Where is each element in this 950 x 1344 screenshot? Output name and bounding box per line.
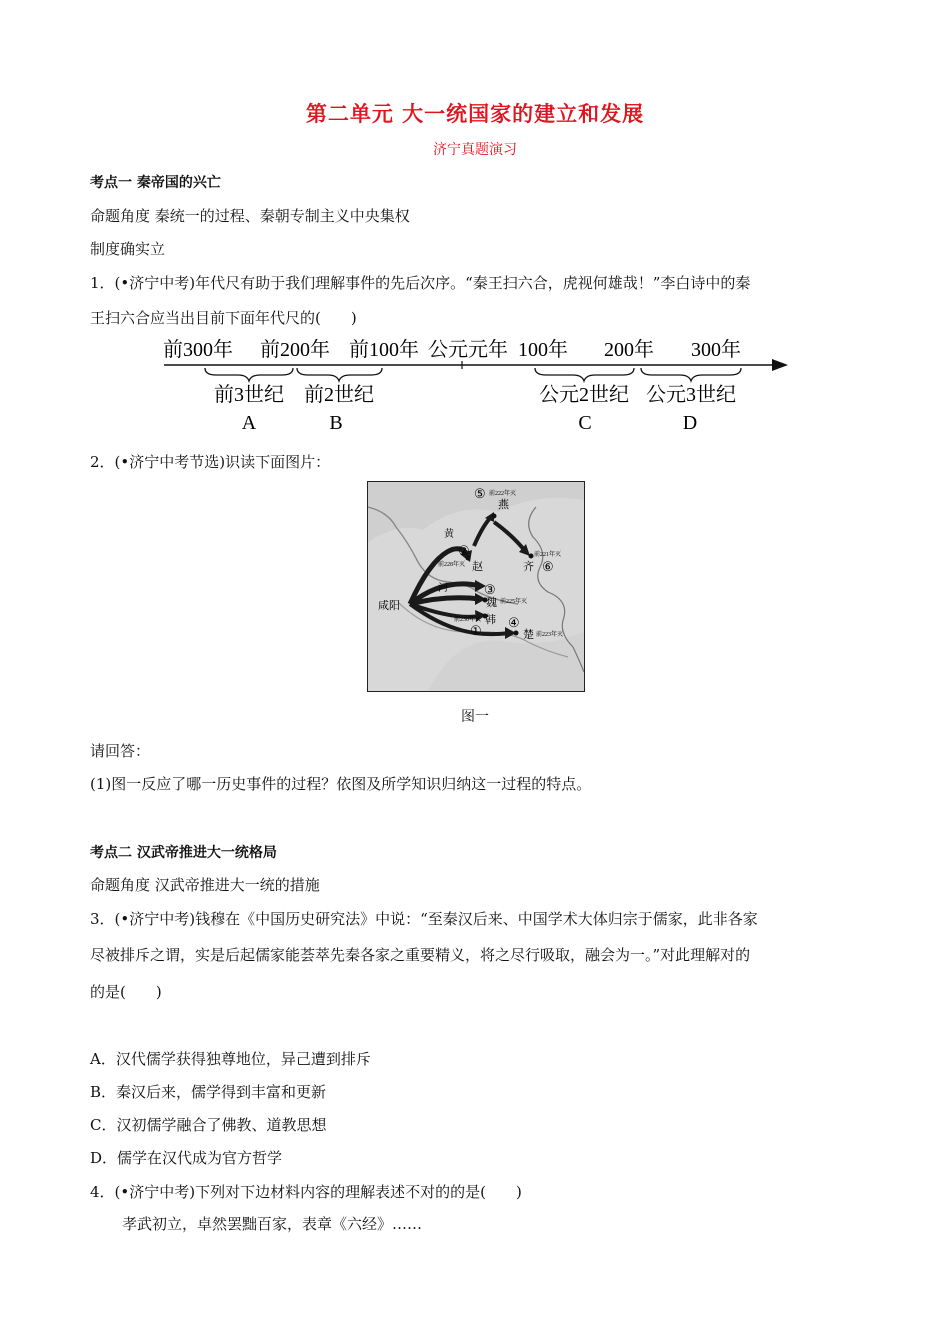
q3-line1: 3．(•济宁中考)钱穆在《中国历史研究法》中说：“至秦汉后来、中国学术大体归宗于儒家，此非各家: [90, 910, 758, 928]
timeline-figure: [150, 334, 800, 438]
capital-label: 咸阳: [378, 600, 400, 612]
tick-label: 前300年: [163, 339, 233, 361]
state-number: ②: [458, 543, 470, 558]
timeline-arrow-icon: [772, 359, 788, 371]
map-svg: [368, 482, 584, 691]
angle-line-2: 制度确实立: [90, 240, 166, 258]
state-name: 楚: [523, 629, 534, 641]
state-year: 前222年灭: [489, 491, 517, 497]
q3-option-d: D．儒学在汉代成为官方哲学: [90, 1149, 283, 1167]
q3-option-a: A．汉代儒学获得独尊地位，异己遭到排斥: [90, 1050, 371, 1068]
tick-label: 前100年: [349, 339, 419, 361]
q4-material: 孝武初立，卓然罢黜百家，表章《六经》……: [122, 1215, 423, 1233]
q1-line1: 1．(•济宁中考)年代尺有助于我们理解事件的先后次序。“秦王扫六合，虎视何雄哉！”李白诗中的秦: [90, 274, 751, 292]
figure-caption: 图一: [461, 709, 489, 725]
tick-label: 100年: [518, 339, 568, 361]
q2-sub1: (1)图一反应了哪一历史事件的过程？依图及所学知识归纳这一过程的特点。: [90, 775, 592, 793]
bracket-label: 前3世纪: [214, 384, 284, 406]
q3-line3: 的是( ): [90, 983, 162, 1001]
bracket-c: [535, 368, 634, 381]
state-name: 韩: [485, 614, 496, 626]
state-number: ⑤: [474, 486, 486, 501]
angle-line-3: 命题角度 汉武帝推进大一统的措施: [90, 876, 320, 894]
tick-label: 300年: [691, 339, 741, 361]
bracket-label: 前2世纪: [304, 384, 374, 406]
state-name: 齐: [523, 561, 534, 573]
option-letter: B: [329, 412, 343, 434]
angle-line-1: 命题角度 秦统一的过程、秦朝专制主义中央集权: [90, 207, 410, 225]
tick-label: 200年: [604, 339, 654, 361]
section-heading-2: 考点二 汉武帝推进大一统格局: [90, 845, 277, 861]
state-number: ④: [508, 615, 520, 630]
q3-option-c: C．汉初儒学融合了佛教、道教思想: [90, 1116, 327, 1134]
state-number: ③: [484, 582, 496, 597]
state-year: 前221年灭: [534, 552, 562, 558]
river-char: 黄: [444, 529, 454, 540]
tick-label: 公元元年: [428, 339, 508, 361]
q2-stem: 2．(•济宁中考节选)识读下面图片：: [90, 453, 331, 471]
state-name: 燕: [498, 499, 509, 511]
state-year: 前230年灭: [454, 617, 482, 623]
bracket-label: 公元2世纪: [539, 384, 629, 406]
bracket-a: [205, 368, 293, 381]
state-number: ⑥: [542, 559, 554, 574]
option-letter: A: [241, 412, 257, 434]
q2-prompt: 请回答：: [90, 742, 151, 760]
option-letter: C: [578, 412, 592, 434]
bracket-label: 公元3世纪: [646, 384, 736, 406]
state-year: 前225年灭: [500, 599, 528, 605]
state-name: 赵: [472, 561, 483, 573]
tick-label: 前200年: [260, 339, 330, 361]
state-number: ①: [470, 623, 482, 638]
q3-option-b: B．秦汉后来，儒学得到丰富和更新: [90, 1083, 327, 1101]
state-year: 前223年灭: [536, 632, 564, 638]
page-subtitle: 济宁真题演习: [433, 142, 517, 158]
bracket-d: [641, 368, 741, 381]
section-heading-1: 考点一 秦帝国的兴亡: [90, 175, 221, 191]
q1-line2: 王扫六合应当出目前下面年代尺的( ): [90, 309, 357, 327]
page-title: 第二单元 大一统国家的建立和发展: [305, 102, 645, 126]
bracket-b: [297, 368, 382, 381]
qin-unification-map: [367, 481, 585, 692]
state-year: 前228年灭: [438, 562, 466, 568]
river-char: 河: [438, 583, 448, 594]
option-letter: D: [682, 412, 698, 434]
state-name: 魏: [486, 597, 497, 609]
q4-stem: 4．(•济宁中考)下列对下边材料内容的理解表述不对的的是( ): [90, 1183, 522, 1201]
q3-line2: 尽被排斥之谓，实是后起儒家能荟萃先秦各家之重要精义，将之尽行吸取，融会为一。”对此理解对的: [90, 946, 751, 964]
